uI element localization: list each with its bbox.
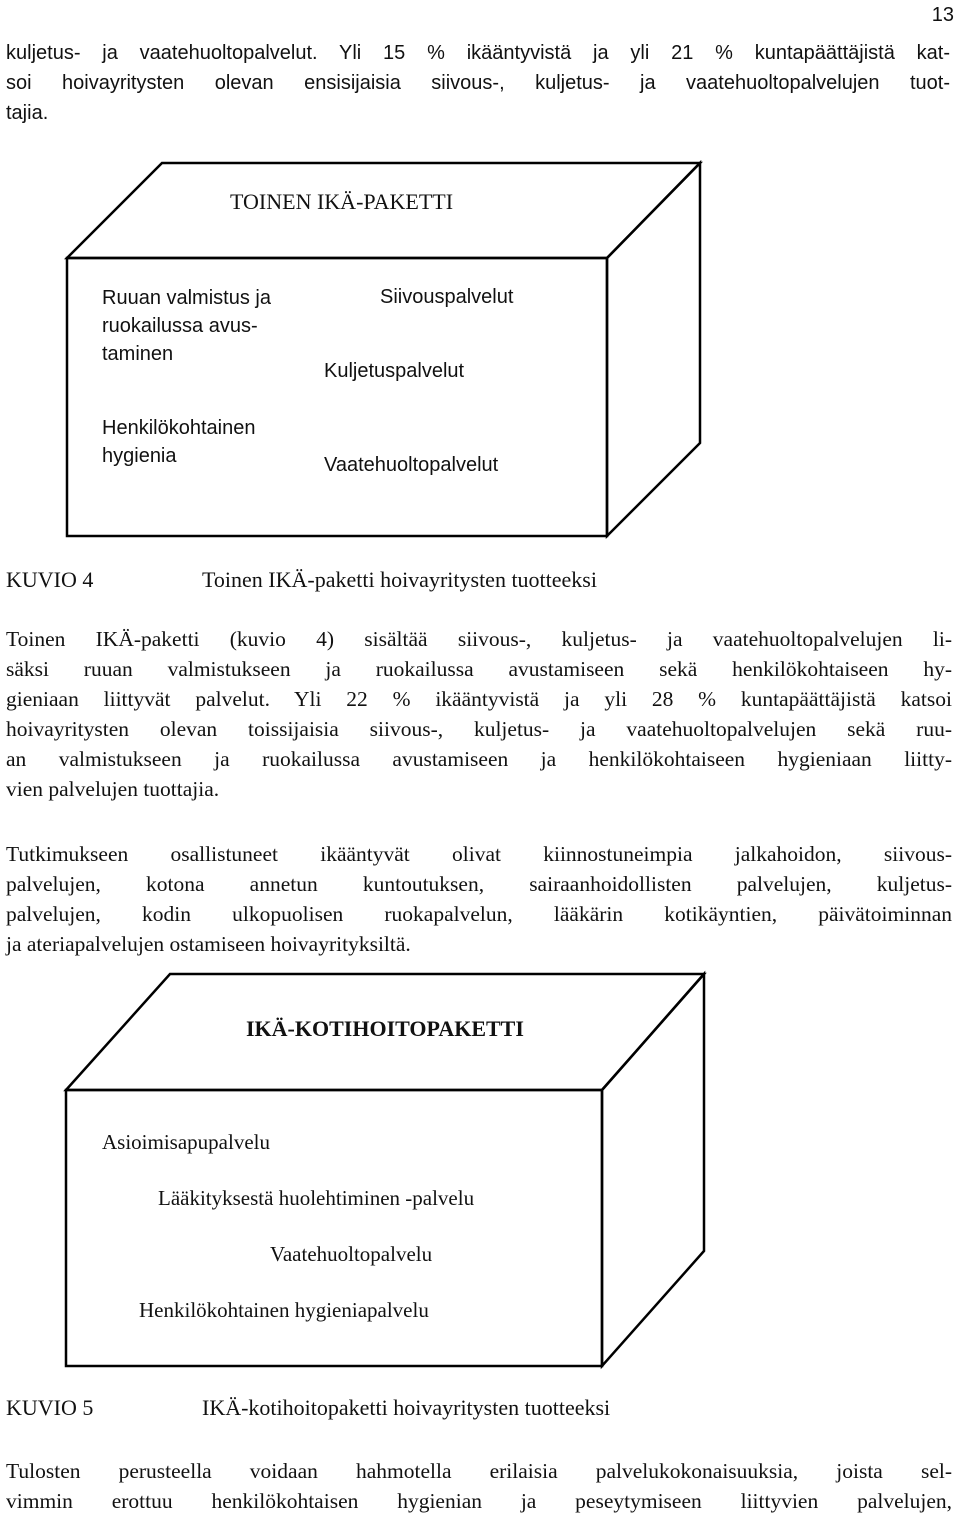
text-line: kuljetus- ja vaatehuoltopalvelut. Yli 15 % ikääntyvistä ja yli 21 % kuntapäättäjistä kat-: [6, 42, 950, 64]
text-line: Tulosten perusteella voidaan hahmotella erilaisia palvelukokonaisuuksia, joista sel-: [6, 1459, 952, 1483]
text-line: gieniaan liittyvät palvelut. Yli 22 % ikääntyvistä ja yli 28 % kuntapäättäjistä katsoi: [6, 687, 952, 711]
figure4-box-side: [607, 163, 700, 536]
page-number: 13: [931, 4, 954, 26]
figure5-item: Lääkityksestä huolehtiminen -palvelu: [158, 1186, 475, 1210]
figure4-item-vaate: Vaatehuoltopalvelut: [324, 454, 499, 476]
figure4-item-kuljetus: Kuljetuspalvelut: [324, 360, 465, 382]
text-line: Toinen IKÄ-paketti (kuvio 4) sisältää siivous-, kuljetus- ja vaatehuoltopalvelujen li-: [6, 627, 952, 651]
figure4-caption-label: KUVIO 4: [6, 567, 94, 592]
paragraph-1: [6, 624, 952, 804]
item-line: hygienia: [102, 445, 177, 467]
figure4-caption-text: Toinen IKÄ-paketti hoivayritysten tuotteeksi: [202, 567, 597, 592]
figure4-item-ruuan: [102, 284, 271, 368]
paragraph-2: [6, 839, 952, 959]
item-line: Henkilökohtainen: [102, 417, 256, 439]
item-line: taminen: [102, 343, 174, 365]
figure5-caption-label: KUVIO 5: [6, 1395, 94, 1420]
figure5-title: IKÄ-KOTIHOITOPAKETTI: [246, 1016, 524, 1041]
figure5-item: Vaatehuoltopalvelu: [270, 1242, 433, 1266]
text-line: vien palvelujen tuottajia.: [6, 777, 220, 801]
figure5-item: Henkilökohtainen hygieniapalvelu: [139, 1298, 429, 1322]
text-line: palvelujen, kodin ulkopuolisen ruokapalvelun, lääkärin kotikäyntien, päivätoiminnan: [6, 902, 952, 926]
item-line: Ruuan valmistus ja: [102, 287, 271, 309]
figure5-caption-text: IKÄ-kotihoitopaketti hoivayritysten tuotteeksi: [202, 1395, 611, 1420]
text-line: tajia.: [6, 102, 49, 124]
text-line: Tutkimukseen osallistuneet ikääntyvät olivat kiinnostuneimpia jalkahoidon, siivous-: [6, 842, 952, 866]
figure5-item: Asioimisapupalvelu: [102, 1130, 270, 1154]
text-line: ja ateriapalvelujen ostamiseen hoivayrityksiltä.: [6, 932, 411, 956]
paragraph-3: [6, 1456, 952, 1516]
text-line: palvelujen, kotona annetun kuntoutuksen, sairaanhoidollisten palvelujen, kuljetus-: [6, 872, 952, 896]
figure4-item-siivous: Siivouspalvelut: [380, 286, 514, 308]
text-line: soi hoivayritysten olevan ensisijaisia siivous-, kuljetus- ja vaatehuoltopalvelujen tuot-: [6, 72, 950, 94]
text-line: an valmistukseen ja ruokailussa avustamiseen ja henkilökohtaiseen hygieniaan liitty-: [6, 747, 952, 771]
item-line: ruokailussa avus-: [102, 315, 258, 337]
figure5-box-side: [602, 974, 704, 1366]
figure4-item-henkilokohtainen: [102, 414, 255, 470]
text-line: vimmin erottuu henkilökohtaisen hygienian ja peseytymiseen liittyvien palvelujen,: [6, 1489, 952, 1513]
figure4-title: TOINEN IKÄ-PAKETTI: [230, 189, 454, 214]
text-line: säksi ruuan valmistukseen ja ruokailussa avustamiseen sekä henkilökohtaiseen hy-: [6, 657, 952, 681]
text-line: hoivayritysten olevan toissijaisia siivous-, kuljetus- ja vaatehuoltopalvelujen sekä ruu-: [6, 717, 952, 741]
